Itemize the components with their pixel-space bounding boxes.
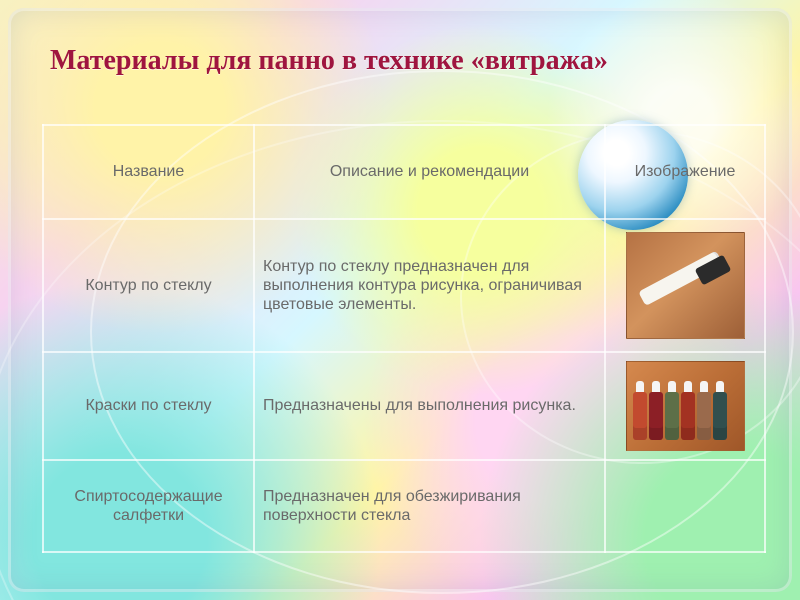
- material-name: Спиртосодержащие салфетки: [43, 460, 254, 552]
- material-description: Предназначены для выполнения рисунка.: [254, 352, 605, 460]
- material-image-cell: [605, 352, 765, 460]
- material-name: Краски по стеклу: [43, 352, 254, 460]
- paint-bottle: [697, 392, 711, 440]
- table-header-row: [43, 125, 765, 219]
- slide-title: Материалы для панно в технике «витража»: [50, 45, 608, 76]
- glass-outline-tube-image: [626, 232, 745, 339]
- paint-bottle: [649, 392, 663, 440]
- table-row: [43, 460, 765, 552]
- material-description: Предназначен для обезжиривания поверхности стекла: [254, 460, 605, 552]
- header-description: Описание и рекомендации: [254, 125, 605, 219]
- material-image-cell: [605, 219, 765, 352]
- paint-bottle: [665, 392, 679, 440]
- material-name: Контур по стеклу: [43, 219, 254, 352]
- paint-bottle: [633, 392, 647, 440]
- glass-paint-bottles-image: [626, 361, 745, 451]
- material-image-cell-empty: [605, 460, 765, 552]
- material-description: Контур по стеклу предназначен для выполнения контура рисунка, ограничивая цветовые элементы.: [254, 219, 605, 352]
- table-row: [43, 352, 765, 460]
- table-row: [43, 219, 765, 352]
- header-name: Название: [43, 125, 254, 219]
- paint-bottle: [713, 392, 727, 440]
- paint-bottle: [681, 392, 695, 440]
- header-image: Изображение: [605, 125, 765, 219]
- materials-table: [42, 124, 766, 553]
